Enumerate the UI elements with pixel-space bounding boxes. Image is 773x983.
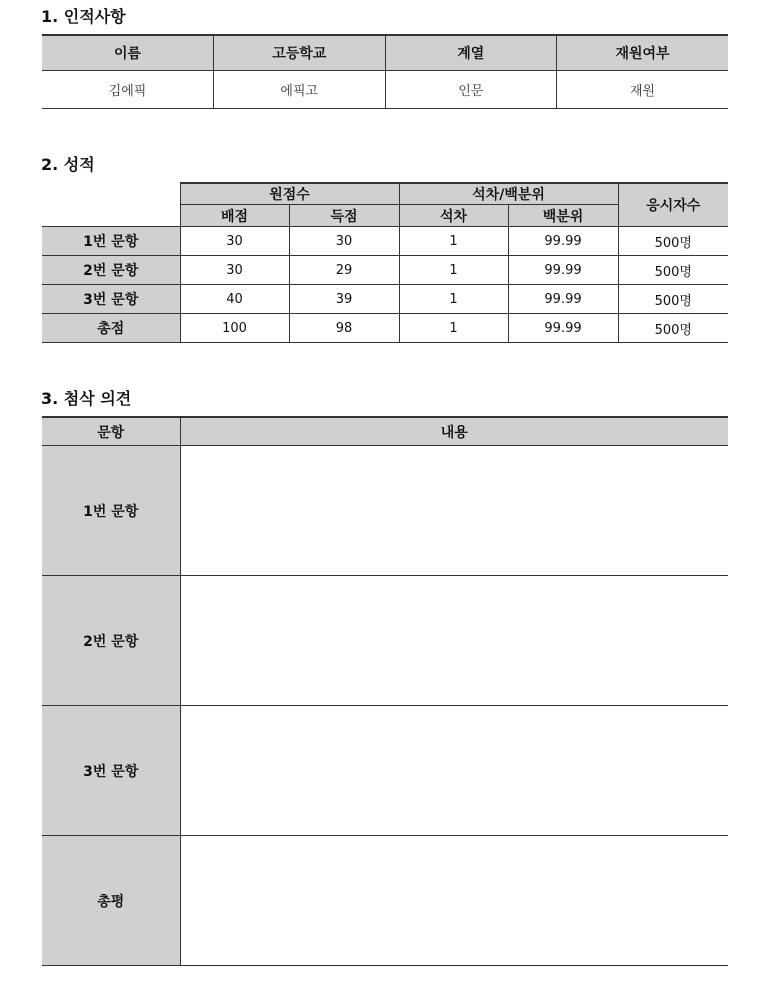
cell-examinees: 500명 [618, 227, 728, 256]
value-name: 김에픽 [42, 71, 214, 109]
table-header-row [42, 183, 728, 205]
header-question: 문항 [42, 417, 180, 446]
cell-max: 30 [180, 227, 289, 256]
row-label: 2번 문항 [42, 576, 180, 706]
header-school: 고등학교 [214, 35, 386, 71]
personal-info-table [42, 34, 728, 109]
header-max-score: 배점 [180, 205, 289, 227]
cell-score: 98 [289, 314, 399, 343]
cell-percentile: 99.99 [508, 227, 618, 256]
table-row [42, 706, 728, 836]
section-title-review: 3. 첨삭 의견 [41, 389, 132, 408]
review-content-cell[interactable] [180, 446, 728, 576]
cell-max: 40 [180, 285, 289, 314]
row-label: 총평 [42, 836, 180, 966]
cell-max: 30 [180, 256, 289, 285]
header-score: 득점 [289, 205, 399, 227]
row-label: 2번 문항 [42, 256, 180, 285]
cell-rank: 1 [399, 314, 508, 343]
value-enrollment: 재원 [557, 71, 729, 109]
cell-score: 39 [289, 285, 399, 314]
table-row [42, 446, 728, 576]
row-label: 1번 문항 [42, 227, 180, 256]
grades-table [42, 182, 728, 343]
review-table [42, 416, 728, 966]
header-percentile: 백분위 [508, 205, 618, 227]
cell-percentile: 99.99 [508, 314, 618, 343]
header-enrollment: 재원여부 [557, 35, 729, 71]
table-row [42, 71, 728, 109]
cell-percentile: 99.99 [508, 285, 618, 314]
header-raw-score: 원점수 [180, 183, 399, 205]
table-header-row [42, 417, 728, 446]
review-content-cell[interactable] [180, 576, 728, 706]
header-examinees: 응시자수 [618, 183, 728, 227]
cell-rank: 1 [399, 285, 508, 314]
value-track: 인문 [385, 71, 557, 109]
table-row [42, 314, 728, 343]
table-row [42, 285, 728, 314]
cell-score: 29 [289, 256, 399, 285]
section-title-personal: 1. 인적사항 [41, 7, 126, 26]
cell-percentile: 99.99 [508, 256, 618, 285]
row-label: 3번 문항 [42, 285, 180, 314]
row-label: 총점 [42, 314, 180, 343]
blank-corner-cell [42, 183, 180, 227]
cell-score: 30 [289, 227, 399, 256]
cell-examinees: 500명 [618, 314, 728, 343]
header-track: 계열 [385, 35, 557, 71]
section-title-grades: 2. 성적 [41, 155, 95, 174]
cell-rank: 1 [399, 256, 508, 285]
value-school: 에픽고 [214, 71, 386, 109]
row-label: 1번 문항 [42, 446, 180, 576]
header-content: 내용 [180, 417, 728, 446]
table-row [42, 836, 728, 966]
header-rank: 석차 [399, 205, 508, 227]
cell-examinees: 500명 [618, 256, 728, 285]
table-row [42, 256, 728, 285]
table-row [42, 227, 728, 256]
header-name: 이름 [42, 35, 214, 71]
table-row [42, 576, 728, 706]
review-content-cell[interactable] [180, 836, 728, 966]
row-label: 3번 문항 [42, 706, 180, 836]
cell-max: 100 [180, 314, 289, 343]
header-rank-percentile: 석차/백분위 [399, 183, 618, 205]
cell-examinees: 500명 [618, 285, 728, 314]
review-content-cell[interactable] [180, 706, 728, 836]
table-header-row [42, 35, 728, 71]
cell-rank: 1 [399, 227, 508, 256]
